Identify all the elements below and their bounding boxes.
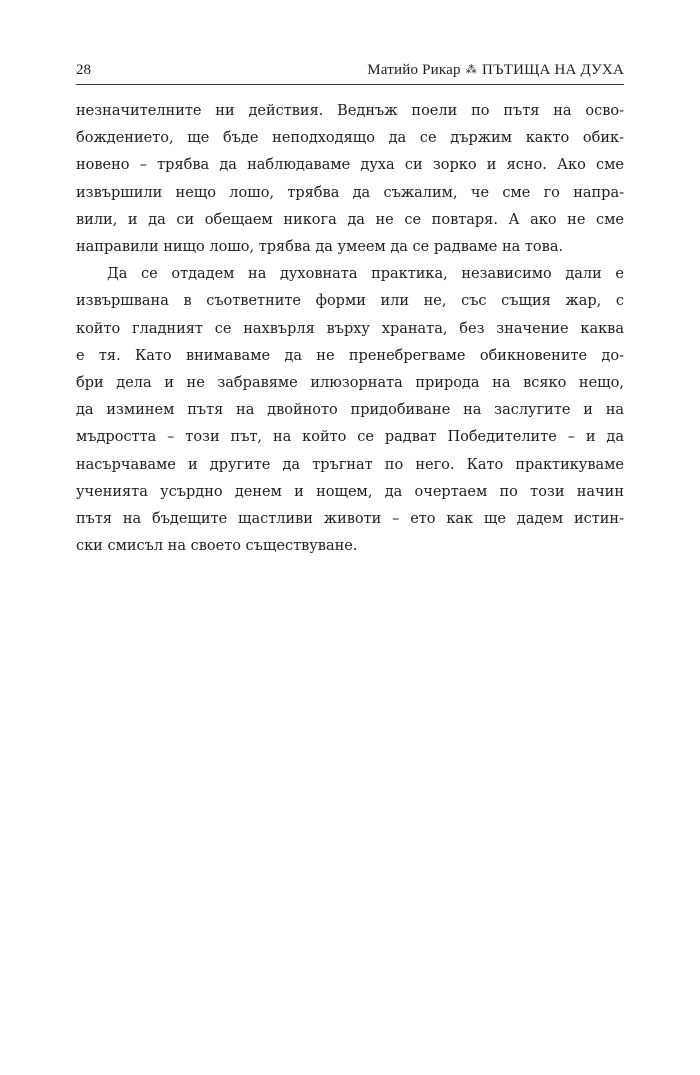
text-line: незначителните ни действия. Веднъж поели по пътя на осво- — [76, 103, 624, 119]
text-line: който гладният се нахвърля върху храната, без значение каква — [76, 320, 624, 337]
text-line: извършвана в съответните форми или не, със същия жар, с — [76, 293, 624, 310]
running-head — [367, 60, 624, 80]
text-line: бри дела и не забравяме илюзорната природа на всяко нещо, — [76, 375, 624, 392]
text-line: пътя на бъдещите щастливи животи – ето как ще дадем истин- — [76, 511, 624, 528]
text-line: ски смисъл на своето съществуване. — [76, 538, 358, 555]
text-line: новено – трябва да наблюдаваме духа си зорко и ясно. Ако сме — [76, 157, 624, 174]
running-header — [76, 60, 624, 84]
text-line: е тя. Като внимаваме да не пренебрегваме обикновените до- — [76, 347, 624, 364]
text-line: бождението, ще бъде неподходящо да се държим както обик- — [76, 130, 624, 147]
book-title: ПЪТИЩА НА ДУХА — [481, 62, 624, 78]
text-line: насърчаваме и другите да тръгнат по него. Като практикуваме — [76, 456, 624, 473]
text-line: Да се отдадем на духовната практика, независимо дали е — [107, 266, 624, 283]
text-line: ученията усърдно денем и нощем, да очертаем по този начин — [76, 483, 624, 500]
paragraph-2 — [76, 261, 624, 560]
asterism-icon: ⁂ — [465, 64, 477, 76]
text-line: вили, и да си обещаем никога да не се повтаря. А ако не сме — [76, 211, 624, 228]
header-rule — [76, 84, 624, 85]
paragraph-1 — [76, 98, 624, 261]
text-line: направили нищо лошо, трябва да умеем да се радваме на това. — [76, 239, 564, 256]
text-line: мъдростта – този път, на който се радват Победителите – и да — [76, 429, 624, 446]
text-line: да изминем пътя на двойното придобиване на заслугите и на — [76, 402, 624, 419]
page-body — [76, 98, 624, 560]
author-name: Матийо Рикар — [367, 62, 461, 78]
text-line: извършили нещо лошо, трябва да съжалим, че сме го напра- — [76, 184, 624, 201]
page-number: 28 — [76, 62, 91, 78]
